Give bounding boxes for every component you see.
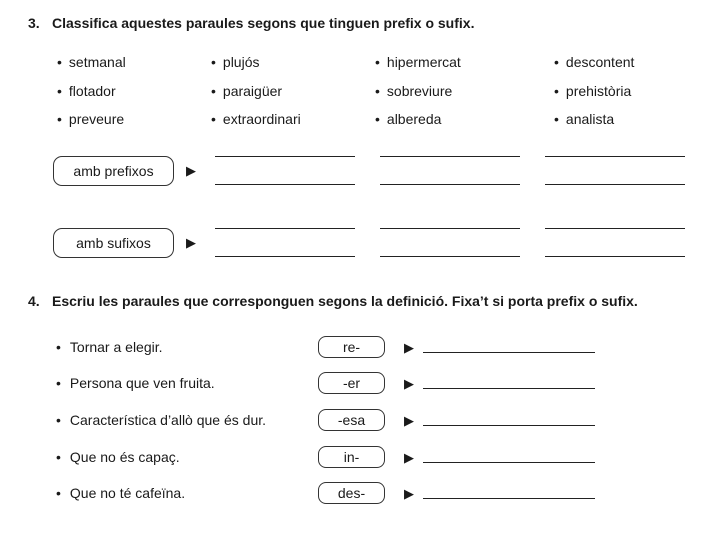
arrow-icon: ▶ — [404, 413, 414, 428]
word-item: • analista — [554, 111, 614, 127]
arrow-icon: ▶ — [186, 163, 196, 178]
word-item: • descontent — [554, 54, 634, 70]
word-item: • flotador — [57, 83, 116, 99]
answer-line[interactable] — [380, 156, 520, 157]
affix-badge: -esa — [318, 409, 385, 431]
answer-line[interactable] — [215, 184, 355, 185]
word-item: • hipermercat — [375, 54, 461, 70]
arrow-icon: ▶ — [404, 340, 414, 355]
arrow-icon: ▶ — [404, 376, 414, 391]
definition-item: • Tornar a elegir. — [56, 339, 163, 355]
definition-item: • Característica d’allò que és dur. — [56, 412, 266, 428]
answer-line[interactable] — [423, 425, 595, 426]
exercise-4-title: Escriu les paraules que corresponguen segons la definició. Fixa’t si porta prefix o sufix. — [52, 293, 638, 309]
word-item: • paraigüer — [211, 83, 282, 99]
answer-line[interactable] — [380, 184, 520, 185]
arrow-icon: ▶ — [186, 235, 196, 250]
answer-line[interactable] — [380, 256, 520, 257]
arrow-icon: ▶ — [404, 450, 414, 465]
answer-line[interactable] — [545, 228, 685, 229]
definition-item: • Que no té cafeïna. — [56, 485, 185, 501]
word-item: • albereda — [375, 111, 441, 127]
affix-badge: in- — [318, 446, 385, 468]
affix-badge: re- — [318, 336, 385, 358]
arrow-icon: ▶ — [404, 486, 414, 501]
word-item: • plujós — [211, 54, 260, 70]
definition-item: • Que no és capaç. — [56, 449, 180, 465]
answer-line[interactable] — [423, 352, 595, 353]
answer-line[interactable] — [545, 256, 685, 257]
exercise-4-number: 4. — [28, 293, 40, 309]
exercise-3-title: Classifica aquestes paraules segons que tinguen prefix o sufix. — [52, 15, 475, 31]
answer-line[interactable] — [215, 256, 355, 257]
answer-line[interactable] — [423, 462, 595, 463]
word-item: • setmanal — [57, 54, 126, 70]
word-item: • prehistòria — [554, 83, 631, 99]
answer-line[interactable] — [380, 228, 520, 229]
prefixes-label: amb prefixos — [53, 156, 174, 186]
answer-line[interactable] — [423, 388, 595, 389]
word-item: • preveure — [57, 111, 124, 127]
exercise-4-heading — [28, 293, 638, 309]
answer-line[interactable] — [215, 156, 355, 157]
answer-line[interactable] — [545, 184, 685, 185]
answer-line[interactable] — [545, 156, 685, 157]
exercise-3-number: 3. — [28, 15, 40, 31]
answer-line[interactable] — [423, 498, 595, 499]
exercise-3-heading — [28, 15, 474, 31]
affix-badge: -er — [318, 372, 385, 394]
answer-line[interactable] — [215, 228, 355, 229]
word-item: • sobreviure — [375, 83, 452, 99]
suffixes-label: amb sufixos — [53, 228, 174, 258]
word-item: • extraordinari — [211, 111, 301, 127]
definition-item: • Persona que ven fruita. — [56, 375, 215, 391]
affix-badge: des- — [318, 482, 385, 504]
